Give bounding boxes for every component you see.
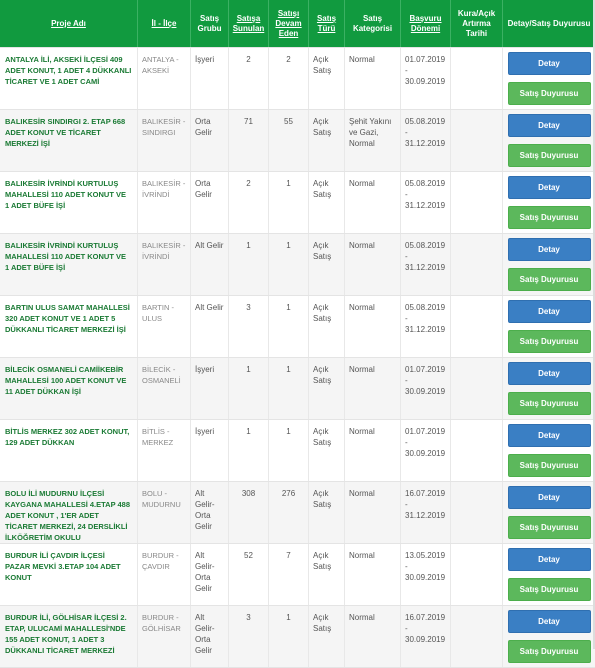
detay-button[interactable]: Detay bbox=[508, 486, 591, 509]
table-row bbox=[0, 606, 595, 668]
satis-duyurusu-button[interactable]: Satış Duyurusu bbox=[508, 206, 591, 229]
project-name-cell: BALIKESİR İVRİNDİ KURTULUŞ MAHALLESİ 110 ADET KONUT VE 1 ADET BÜFE İŞİ bbox=[5, 241, 126, 272]
satis-duyurusu-button[interactable]: Satış Duyurusu bbox=[508, 330, 591, 353]
header-detay-duyuru: Detay/Satış Duyurusu bbox=[502, 0, 595, 47]
lottery-date-cell bbox=[450, 420, 502, 481]
ongoing-count-cell: 7 bbox=[268, 544, 308, 605]
ongoing-count-cell: 1 bbox=[268, 172, 308, 233]
sales-type-cell: Açık Satış bbox=[308, 172, 344, 233]
offered-count-cell: 1 bbox=[228, 358, 268, 419]
lottery-date-cell bbox=[450, 296, 502, 357]
ongoing-count-cell: 1 bbox=[268, 606, 308, 667]
actions-cell bbox=[502, 48, 595, 109]
application-period-cell: 13.05.2019 - 30.09.2019 bbox=[400, 544, 450, 605]
application-period-cell: 01.07.2019 - 30.09.2019 bbox=[400, 48, 450, 109]
lottery-date-cell bbox=[450, 544, 502, 605]
sales-group-cell: Orta Gelir bbox=[190, 172, 228, 233]
header-proje-adi[interactable]: Proje Adı bbox=[51, 18, 86, 28]
offered-count-cell: 2 bbox=[228, 48, 268, 109]
detay-button[interactable]: Detay bbox=[508, 424, 591, 447]
sales-group-cell: Alt Gelir-Orta Gelir bbox=[190, 606, 228, 667]
ongoing-count-cell: 2 bbox=[268, 48, 308, 109]
sales-category-cell: Normal bbox=[344, 48, 400, 109]
lottery-date-cell bbox=[450, 606, 502, 667]
city-district-cell: BALIKESİR - SINDIRGI bbox=[137, 110, 190, 171]
actions-cell bbox=[502, 110, 595, 171]
sales-type-cell: Açık Satış bbox=[308, 358, 344, 419]
lottery-date-cell bbox=[450, 234, 502, 295]
sales-group-cell: Orta Gelir bbox=[190, 110, 228, 171]
offered-count-cell: 3 bbox=[228, 606, 268, 667]
table-row bbox=[0, 420, 595, 482]
offered-count-cell: 1 bbox=[228, 420, 268, 481]
city-district-cell: BURDUR - GÖLHİSAR bbox=[137, 606, 190, 667]
actions-cell bbox=[502, 482, 595, 543]
lottery-date-cell bbox=[450, 48, 502, 109]
project-name-cell: BURDUR İLİ ÇAVDIR İLÇESİ PAZAR MEVKİ 3.ETAP 104 ADET KONUT bbox=[5, 551, 121, 582]
sales-group-cell: İşyeri bbox=[190, 420, 228, 481]
actions-cell bbox=[502, 606, 595, 667]
sales-category-cell: Normal bbox=[344, 420, 400, 481]
detay-button[interactable]: Detay bbox=[508, 114, 591, 137]
project-name-cell: BOLU İLİ MUDURNU İLÇESİ KAYGANA MAHALLESİ 4.ETAP 488 ADET KONUT , 1'ER ADET TİCARET MERKEZİ, 24 DERSLİKLİ İLKÖĞRETİM OKULU bbox=[5, 489, 131, 542]
offered-count-cell: 3 bbox=[228, 296, 268, 357]
actions-cell bbox=[502, 172, 595, 233]
city-district-cell: BALIKESİR - İVRİNDİ bbox=[137, 172, 190, 233]
detay-button[interactable]: Detay bbox=[508, 300, 591, 323]
header-basvuru-donemi[interactable]: Başvuru Dönemi bbox=[400, 0, 450, 47]
city-district-cell: BALIKESİR - İVRİNDİ bbox=[137, 234, 190, 295]
application-period-cell: 05.08.2019 - 31.12.2019 bbox=[400, 234, 450, 295]
table-row bbox=[0, 110, 595, 172]
detay-button[interactable]: Detay bbox=[508, 52, 591, 75]
table-row bbox=[0, 482, 595, 544]
sales-category-cell: Normal bbox=[344, 482, 400, 543]
offered-count-cell: 52 bbox=[228, 544, 268, 605]
sales-type-cell: Açık Satış bbox=[308, 482, 344, 543]
city-district-cell: BURDUR - ÇAVDIR bbox=[137, 544, 190, 605]
lottery-date-cell bbox=[450, 482, 502, 543]
city-district-cell: BOLU - MUDURNU bbox=[137, 482, 190, 543]
satis-duyurusu-button[interactable]: Satış Duyurusu bbox=[508, 268, 591, 291]
satis-duyurusu-button[interactable]: Satış Duyurusu bbox=[508, 454, 591, 477]
sales-type-cell: Açık Satış bbox=[308, 110, 344, 171]
sales-category-cell: Normal bbox=[344, 606, 400, 667]
application-period-cell: 01.07.2019 - 30.09.2019 bbox=[400, 420, 450, 481]
header-kura-tarihi: Kura/Açık Artırma Tarihi bbox=[450, 0, 502, 47]
table-row bbox=[0, 48, 595, 110]
application-period-cell: 16.07.2019 - 31.12.2019 bbox=[400, 482, 450, 543]
sales-type-cell: Açık Satış bbox=[308, 544, 344, 605]
sales-type-cell: Açık Satış bbox=[308, 420, 344, 481]
ongoing-count-cell: 1 bbox=[268, 358, 308, 419]
project-name-cell: BİTLİS MERKEZ 302 ADET KONUT, 129 ADET DÜKKAN bbox=[5, 427, 130, 447]
sales-group-cell: İşyeri bbox=[190, 358, 228, 419]
application-period-cell: 05.08.2019 - 31.12.2019 bbox=[400, 296, 450, 357]
actions-cell bbox=[502, 358, 595, 419]
ongoing-count-cell: 1 bbox=[268, 420, 308, 481]
sales-category-cell: Normal bbox=[344, 544, 400, 605]
satis-duyurusu-button[interactable]: Satış Duyurusu bbox=[508, 392, 591, 415]
sales-type-cell: Açık Satış bbox=[308, 606, 344, 667]
project-name-cell: BİLECİK OSMANELİ CAMİİKEBİR MAHALLESİ 100 ADET KONUT VE 11 ADET DÜKKAN İŞİ bbox=[5, 365, 127, 396]
project-name-cell: BURDUR İLİ, GÖLHİSAR İLÇESİ 2. ETAP, ULUCAMİ MAHALLESİ'NDE 155 ADET KONUT, 1 ADET 3 DÜKKANLI TİCARET MERKEZİ bbox=[5, 613, 127, 655]
sales-category-cell: Normal bbox=[344, 358, 400, 419]
actions-cell bbox=[502, 420, 595, 481]
header-satis-grubu: Satış Grubu bbox=[190, 0, 228, 47]
offered-count-cell: 71 bbox=[228, 110, 268, 171]
table-row bbox=[0, 296, 595, 358]
sales-group-cell: Alt Gelir-Orta Gelir bbox=[190, 544, 228, 605]
actions-cell bbox=[502, 234, 595, 295]
sales-type-cell: Açık Satış bbox=[308, 234, 344, 295]
sales-category-cell: Şehit Yakını ve Gazi, Normal bbox=[344, 110, 400, 171]
satis-duyurusu-button[interactable]: Satış Duyurusu bbox=[508, 82, 591, 105]
table-header bbox=[0, 0, 595, 48]
application-period-cell: 05.08.2019 - 31.12.2019 bbox=[400, 172, 450, 233]
satis-duyurusu-button[interactable]: Satış Duyurusu bbox=[508, 144, 591, 167]
actions-cell bbox=[502, 296, 595, 357]
satis-duyurusu-button[interactable]: Satış Duyurusu bbox=[508, 578, 591, 601]
sales-group-cell: Alt Gelir bbox=[190, 234, 228, 295]
table-row bbox=[0, 544, 595, 606]
city-district-cell: BİTLİS - MERKEZ bbox=[137, 420, 190, 481]
ongoing-count-cell: 55 bbox=[268, 110, 308, 171]
sales-group-cell: Alt Gelir-Orta Gelir bbox=[190, 482, 228, 543]
city-district-cell: BARTIN - ULUS bbox=[137, 296, 190, 357]
detay-button[interactable]: Detay bbox=[508, 548, 591, 571]
table-row bbox=[0, 234, 595, 296]
sales-type-cell: Açık Satış bbox=[308, 296, 344, 357]
lottery-date-cell bbox=[450, 172, 502, 233]
project-name-cell: BALIKESİR SINDIRGI 2. ETAP 668 ADET KONUT VE TİCARET MERKEZİ İŞİ bbox=[5, 117, 126, 148]
project-name-cell: BARTIN ULUS SAMAT MAHALLESİ 320 ADET KONUT VE 1 ADET 5 DÜKKANLI TİCARET MERKEZİ İŞİ bbox=[5, 303, 130, 334]
lottery-date-cell bbox=[450, 110, 502, 171]
sales-group-cell: Alt Gelir bbox=[190, 296, 228, 357]
sales-type-cell: Açık Satış bbox=[308, 48, 344, 109]
actions-cell bbox=[502, 544, 595, 605]
lottery-date-cell bbox=[450, 358, 502, 419]
ongoing-count-cell: 1 bbox=[268, 234, 308, 295]
application-period-cell: 16.07.2019 - 30.09.2019 bbox=[400, 606, 450, 667]
city-district-cell: ANTALYA - AKSEKİ bbox=[137, 48, 190, 109]
header-satisa-sunulan[interactable]: Satışa Sunulan bbox=[228, 0, 268, 47]
application-period-cell: 05.08.2019 - 31.12.2019 bbox=[400, 110, 450, 171]
satis-duyurusu-button[interactable]: Satış Duyurusu bbox=[508, 640, 591, 663]
project-name-cell: BALIKESİR İVRİNDİ KURTULUŞ MAHALLESİ 110 ADET KONUT VE 1 ADET BÜFE İŞİ bbox=[5, 179, 126, 210]
sales-category-cell: Normal bbox=[344, 296, 400, 357]
offered-count-cell: 308 bbox=[228, 482, 268, 543]
header-satisi-devam-eden[interactable]: Satışı Devam Eden bbox=[268, 0, 308, 47]
header-il-ilce[interactable]: İl - İlçe bbox=[137, 0, 190, 47]
city-district-cell: BİLECİK - OSMANELİ bbox=[137, 358, 190, 419]
satis-duyurusu-button[interactable]: Satış Duyurusu bbox=[508, 516, 591, 539]
sales-group-cell: İşyeri bbox=[190, 48, 228, 109]
offered-count-cell: 1 bbox=[228, 234, 268, 295]
detay-button[interactable]: Detay bbox=[508, 238, 591, 261]
detay-button[interactable]: Detay bbox=[508, 362, 591, 385]
detay-button[interactable]: Detay bbox=[508, 176, 591, 199]
header-satis-turu[interactable]: Satış Türü bbox=[308, 0, 344, 47]
sales-category-cell: Normal bbox=[344, 234, 400, 295]
header-satis-kategorisi: Satış Kategorisi bbox=[344, 0, 400, 47]
ongoing-count-cell: 276 bbox=[268, 482, 308, 543]
sales-category-cell: Normal bbox=[344, 172, 400, 233]
detay-button[interactable]: Detay bbox=[508, 610, 591, 633]
table-row bbox=[0, 172, 595, 234]
table-row bbox=[0, 358, 595, 420]
application-period-cell: 01.07.2019 - 30.09.2019 bbox=[400, 358, 450, 419]
ongoing-count-cell: 1 bbox=[268, 296, 308, 357]
offered-count-cell: 2 bbox=[228, 172, 268, 233]
project-name-cell: ANTALYA İLİ, AKSEKİ İLÇESİ 409 ADET KONUT, 1 ADET 4 DÜKKANLI TİCARET VE 1 ADET CAMİ bbox=[5, 55, 132, 86]
